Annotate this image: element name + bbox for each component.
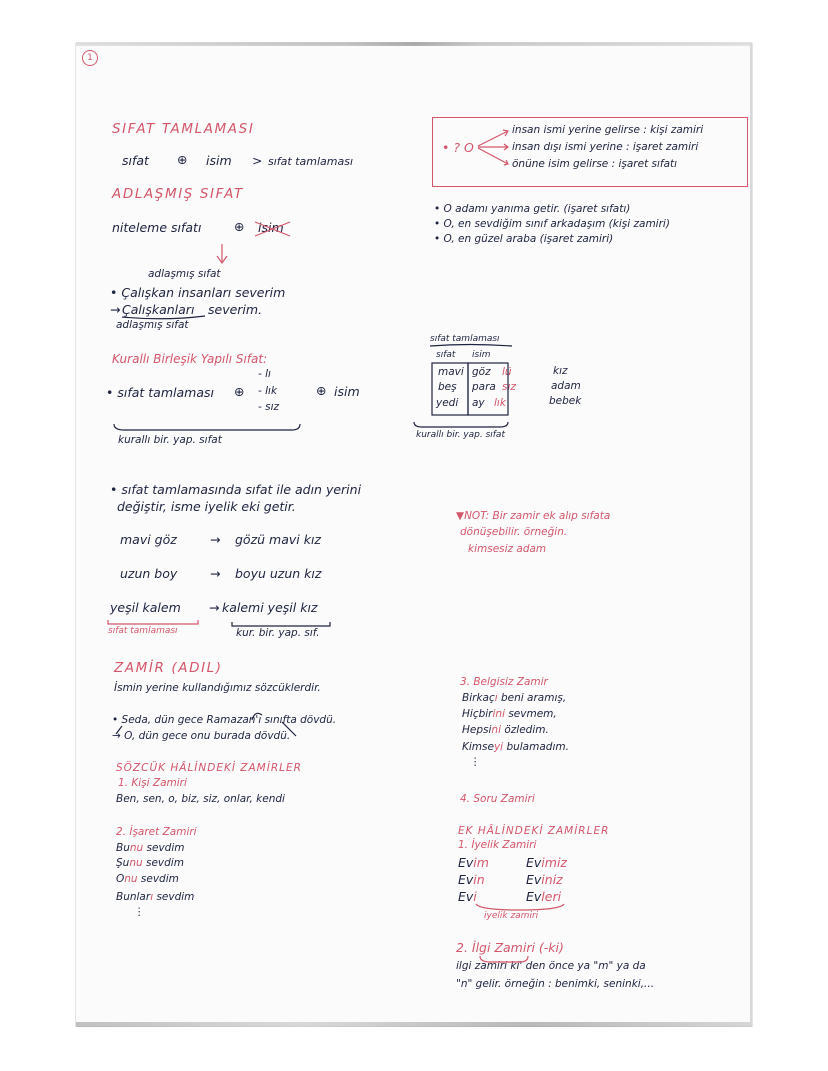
kuralli-bullet: • sıfat tamlaması (106, 385, 214, 400)
list-item: Onu sevdim (116, 873, 179, 885)
suffix-siz: - sız (258, 401, 280, 413)
o-example-1: • O adamı yanıma getir. (işaret sıfatı) (434, 203, 631, 215)
table-isim-1: göz (472, 366, 491, 378)
table-isim-2: para (472, 381, 496, 393)
heading-adlasmis: ADLAŞMIŞ SIFAT (112, 186, 244, 202)
table-ek-1: lü (502, 366, 512, 378)
plus-icon: ⊕ (234, 219, 245, 234)
ilgi-line-1: ilgi zamiri ki' den önce ya "m" ya da (456, 960, 646, 972)
formula-arrow: > (252, 153, 263, 168)
note-line-3: kimsesiz adam (468, 543, 547, 555)
list-item: Evim (458, 855, 489, 870)
list-item: Birkaçı beni aramış, (462, 692, 567, 704)
change-ex-2-b: boyu uzun kız (235, 566, 322, 581)
table-word-1: kız (553, 365, 568, 377)
table-sifat-3: yedi (436, 397, 459, 409)
table-ek-3: lık (494, 397, 506, 409)
o-example-3: • O, en güzel araba (işaret zamiri) (434, 233, 614, 245)
list-item: Eviniz (526, 872, 563, 887)
o-example-2: • O, en sevdiğim sınıf arkadaşım (kişi zamiri) (434, 218, 670, 230)
adlasmis-formula-left: niteleme sıfatı (112, 220, 202, 235)
o-rule-1: insan ismi yerine gelirse : kişi zamiri (512, 124, 704, 136)
suffix-lik: - lık (258, 385, 278, 397)
table-ek-2: sız (502, 381, 516, 393)
o-marker: • ? O (442, 140, 474, 155)
change-ex-2-a: uzun boy (120, 566, 178, 581)
heading-sozcuk-halindeki: SÖZCÜK HÂLİNDEKİ ZAMİRLER (116, 762, 302, 774)
table-isim-3: ay (472, 397, 485, 409)
change-under-right: kur. bir. yap. sıf. (236, 627, 320, 639)
adlasmis-example-2-word: Çalışkanları (122, 302, 195, 317)
adlasmis-label-top: adlaşmış sıfat (148, 268, 221, 280)
arrow-icon: → (110, 302, 121, 317)
table-word-3: bebek (549, 395, 582, 407)
page-right-edge (750, 44, 752, 1024)
zamir-definition: İsmin yerine kullandığımız sözcüklerdir. (114, 682, 321, 694)
change-under-left: sıfat tamlaması (108, 626, 178, 636)
more-dots: ⋮ (470, 756, 481, 768)
page-top-edge (76, 42, 752, 46)
heading-ilgi-zamiri: 2. İlgi Zamiri (-ki) (456, 940, 564, 955)
plus-icon: ⊕ (234, 384, 245, 399)
o-rule-3: önüne isim gelirse : işaret sıfatı (512, 158, 678, 170)
list-item: Evin (458, 872, 485, 887)
change-ex-3-a: yeşil kalem (110, 600, 181, 615)
table-col-sifat: sıfat (436, 350, 456, 360)
heading-kisi-zamiri: 1. Kişi Zamiri (118, 777, 187, 789)
table-top-label: sıfat tamlaması (430, 334, 500, 344)
page-number: 1 (82, 50, 98, 66)
ilgi-line-2: "n" gelir. örneğin : benimki, seninki,... (456, 978, 655, 990)
more-dots: ⋮ (134, 906, 145, 918)
note-line-1: ▼NOT: Bir zamir ek alıp sıfata (456, 510, 611, 522)
adlasmis-label-bottom: adlaşmış sıfat (116, 319, 189, 331)
note-line-2: dönüşebilir. örneğin. (460, 526, 568, 538)
list-item: Bunu sevdim (116, 842, 185, 854)
change-rule-line-1: • sıfat tamlamasında sıfat ile adın yerini (110, 482, 362, 497)
page-bottom-edge (76, 1022, 752, 1027)
arrow-icon: → (210, 532, 221, 547)
list-item: Hepsini özledim. (462, 724, 549, 736)
list-item: Şunu sevdim (116, 857, 184, 869)
adlasmis-formula-isim: isim (258, 220, 284, 235)
list-item: Evi (458, 889, 477, 904)
formula-sifat: sıfat (122, 153, 149, 168)
table-bottom-label: kurallı bir. yap. sıfat (416, 430, 505, 440)
heading-iyelik-zamiri: 1. İyelik Zamiri (458, 839, 537, 851)
list-item: Evleri (526, 889, 562, 904)
plus-icon: ⊕ (177, 152, 188, 167)
arrow-icon: → (209, 600, 220, 615)
o-rule-2: insan dışı ismi yerine : işaret zamiri (512, 141, 699, 153)
formula-result: sıfat tamlaması (268, 155, 354, 168)
suffix-li: - lı (258, 368, 271, 380)
heading-sifat-tamlamasi: SIFAT TAMLAMASI (112, 121, 255, 137)
list-item: Hiçbirini sevmem, (462, 708, 557, 720)
list-item: Evimiz (526, 855, 567, 870)
adlasmis-example-2-rest: severim. (208, 302, 263, 317)
heading-belgisiz-zamir: 3. Belgisiz Zamir (460, 676, 548, 688)
heading-zamir: ZAMİR (ADIL) (114, 660, 223, 676)
plus-icon: ⊕ (316, 383, 327, 398)
heading-isaret-zamiri: 2. İşaret Zamiri (116, 826, 197, 838)
heading-soru-zamiri: 4. Soru Zamiri (460, 793, 535, 805)
zamir-example-1: • Seda, dün gece Ramazan'ı sınıfta dövdü. (112, 714, 337, 726)
list-item: Kimseyi bulamadım. (462, 741, 569, 753)
change-ex-1-b: gözü mavi kız (235, 532, 321, 547)
adlasmis-example-1: • Çalışkan insanları severim (110, 285, 286, 300)
zamir-example-2: → O, dün gece onu burada dövdü. (112, 730, 291, 742)
table-sifat-2: beş (438, 381, 457, 393)
list-item: Bunları sevdim (116, 891, 195, 903)
iyelik-bracket-label: iyelik zamiri (484, 911, 539, 921)
kuralli-bracket-label: kurallı bir. yap. sıfat (118, 434, 222, 446)
table-word-2: adam (551, 380, 581, 392)
table-col-isim: isim (472, 350, 491, 360)
heading-kuralli: Kurallı Birleşik Yapılı Sıfat: (112, 352, 268, 366)
change-rule-line-2: değiştir, isme iyelik eki getir. (117, 499, 296, 514)
kisi-zamiri-list: Ben, sen, o, biz, siz, onlar, kendi (116, 793, 285, 805)
kuralli-isim: isim (334, 384, 360, 399)
heading-ek-halindeki: EK HÂLİNDEKİ ZAMİRLER (458, 825, 610, 837)
change-ex-1-a: mavi göz (120, 532, 177, 547)
table-sifat-1: mavi (438, 366, 464, 378)
formula-isim: isim (206, 153, 232, 168)
change-ex-3-b: kalemi yeşil kız (222, 600, 318, 615)
arrow-icon: → (210, 566, 221, 581)
